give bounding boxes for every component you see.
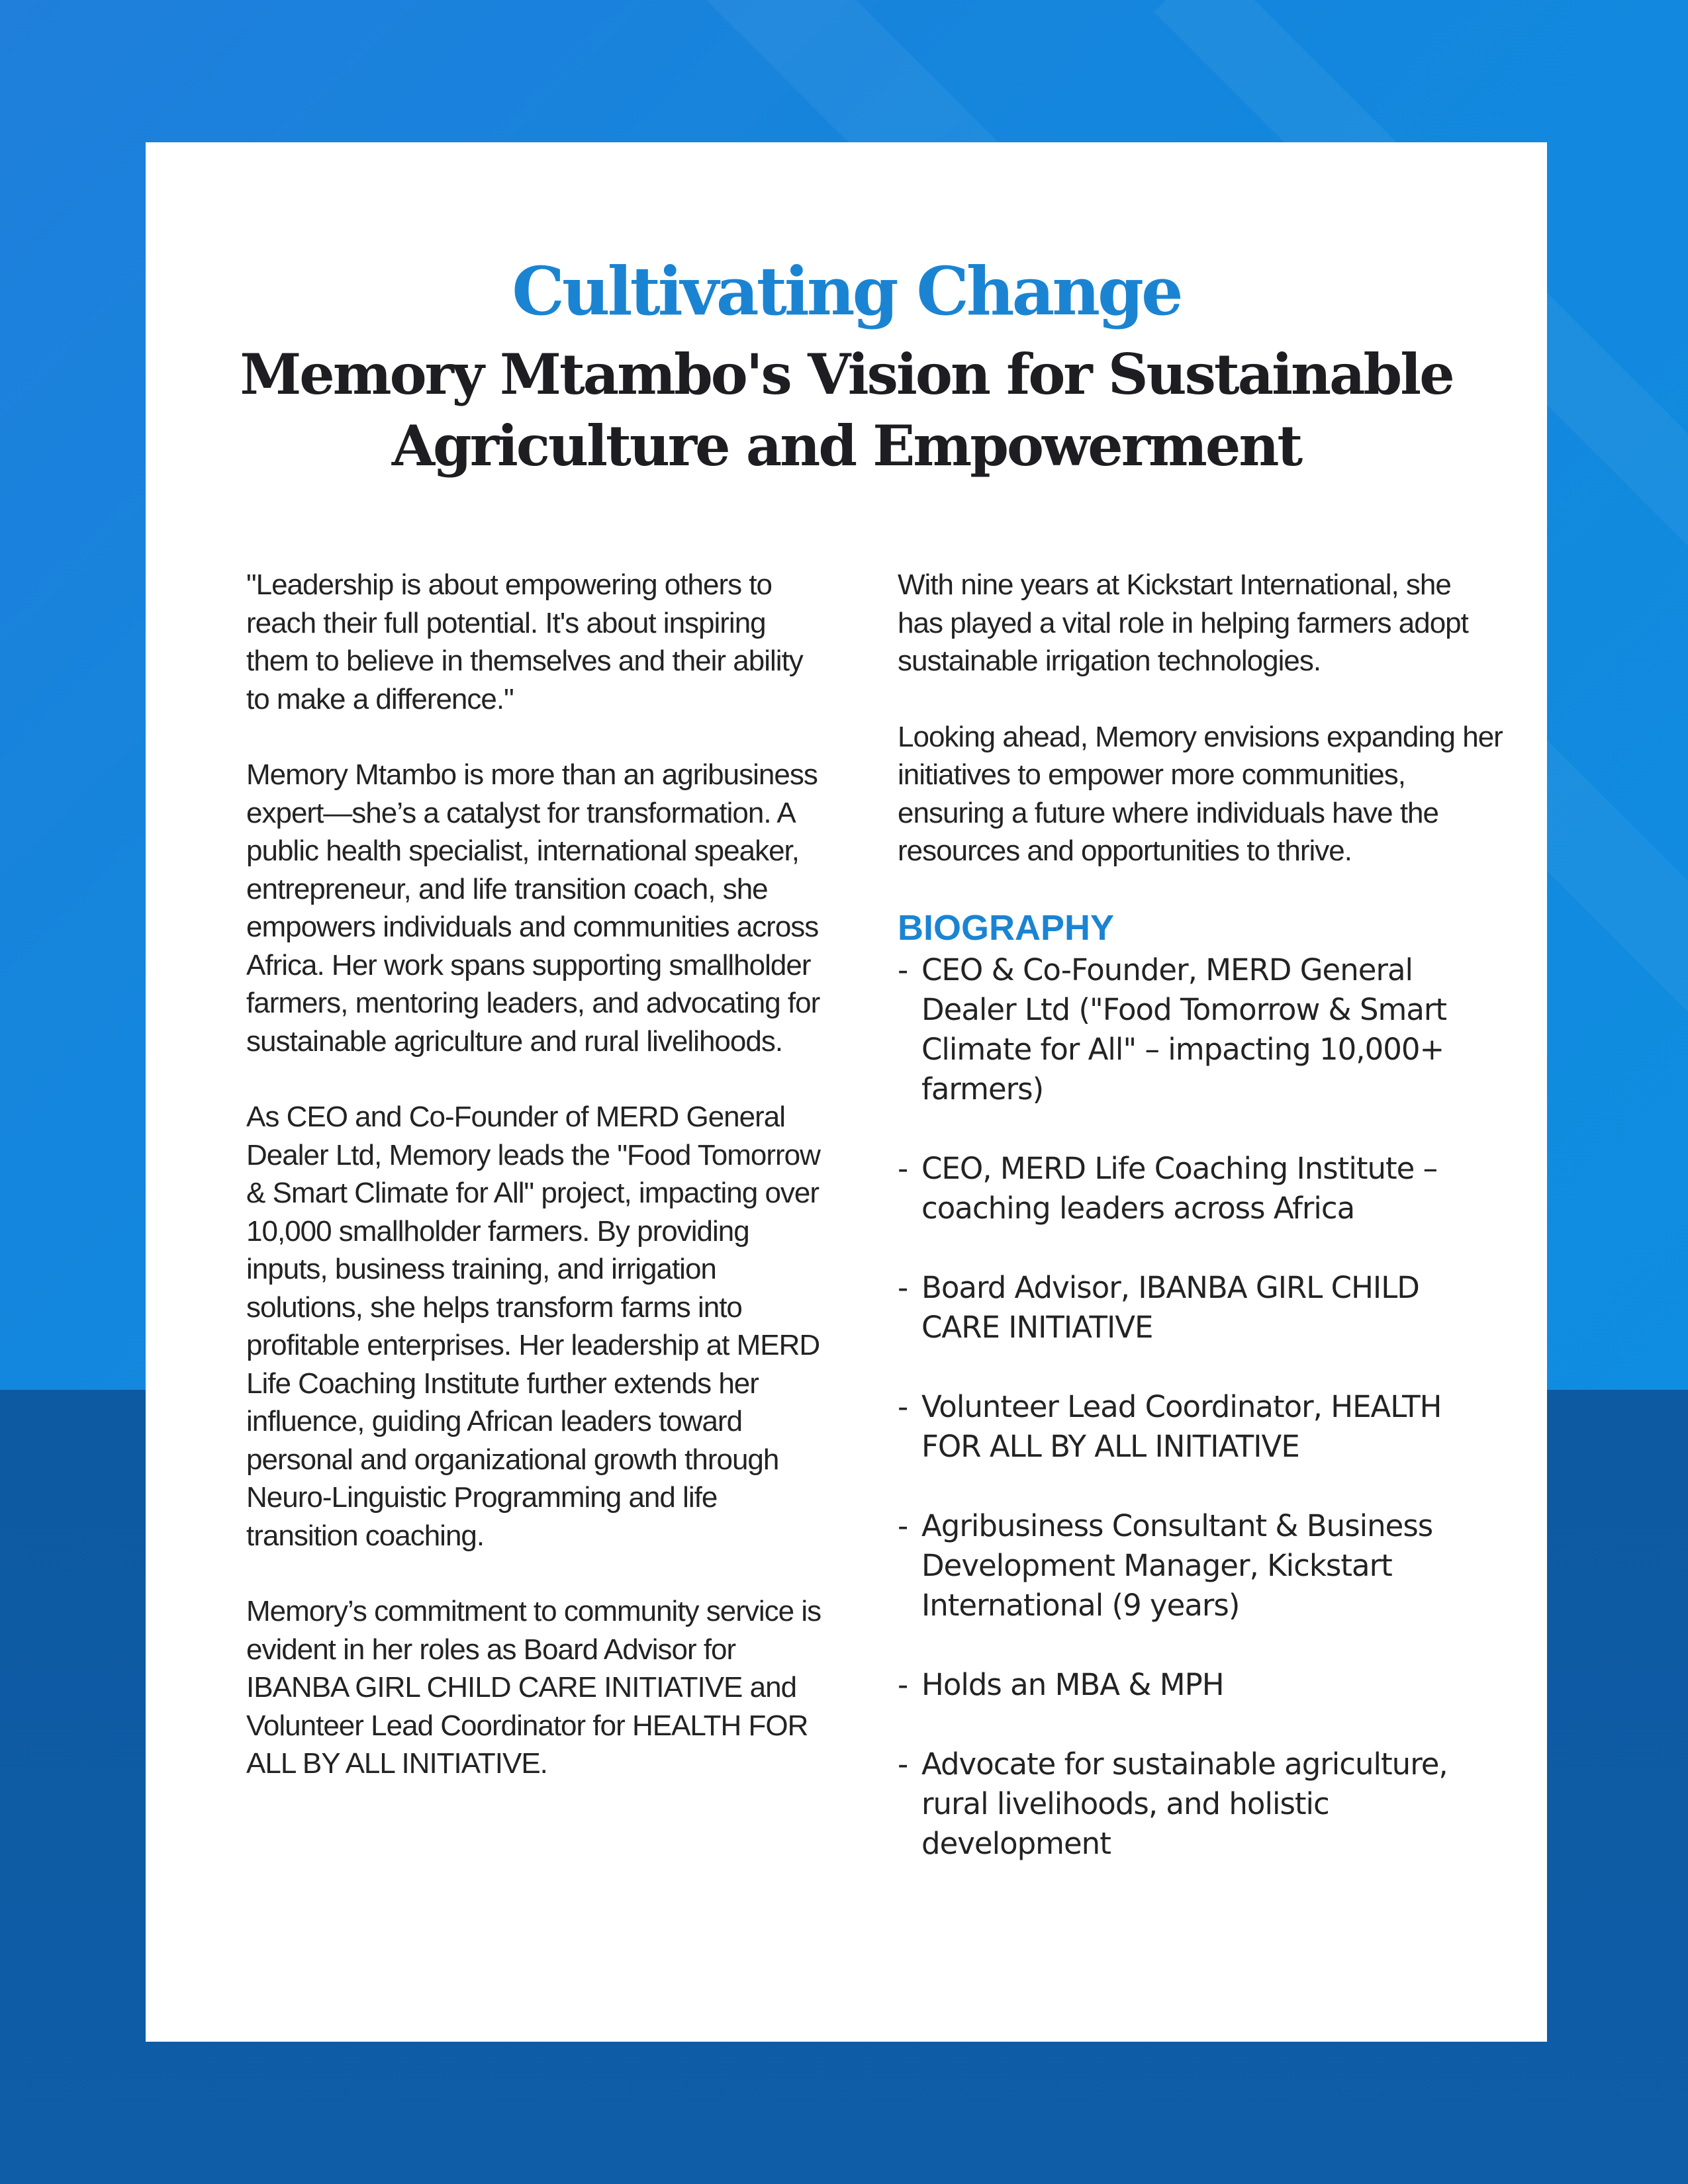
- outlook-paragraph: Looking ahead, Memory envisions expanding her initiatives to empower more communities, ensuring a future where individuals have the resources and opportunities to thrive.: [898, 720, 1503, 867]
- list-item: [898, 1268, 1503, 1347]
- page-subtitle: Memory Mtambo's Vision for Sustainable Agriculture and Empowerment: [240, 341, 1453, 478]
- dash-bullet: -: [898, 1150, 908, 1186]
- list-item-text: Advocate for sustainable agriculture, rural livelihoods, and holistic development: [921, 1746, 1448, 1861]
- intro-paragraph: Memory Mtambo is more than an agribusiness expert—she’s a catalyst for transformation. A public health specialist, international speaker, entrepreneur, and life transition coach, she empowers individuals and communities across Africa. Her work spans supporting smallholder farmers, mentoring leaders, and advocating for sustainable agriculture and rural livelihoods.: [246, 758, 820, 1058]
- dash-bullet: -: [898, 1508, 908, 1543]
- list-item: [898, 1506, 1503, 1625]
- list-item-text: Board Advisor, IBANBA GIRL CHILD CARE INITIATIVE: [921, 1269, 1419, 1345]
- biography-list: [898, 950, 1503, 1864]
- biography-heading: BIOGRAPHY: [898, 907, 1115, 948]
- list-item: [898, 950, 1503, 1109]
- list-item: [898, 1149, 1503, 1228]
- list-item-text: Volunteer Lead Coordinator, HEALTH FOR ALL BY ALL INITIATIVE: [921, 1388, 1442, 1464]
- quote-paragraph: "Leadership is about empowering others to reach their full potential. It's about inspiring them to believe in themselves and their ability to make a difference.": [246, 569, 803, 715]
- dash-bullet: -: [898, 1388, 908, 1424]
- list-item-text: CEO, MERD Life Coaching Institute – coaching leaders across Africa: [921, 1150, 1438, 1226]
- dash-bullet: -: [898, 1746, 908, 1782]
- dash-bullet: -: [898, 952, 908, 987]
- dash-bullet: -: [898, 1666, 908, 1702]
- page-title: Cultivating Change: [512, 252, 1181, 330]
- kickstart-paragraph: With nine years at Kickstart International, she has played a vital role in helping farmers adopt sustainable irrigation technologies.: [898, 569, 1468, 677]
- list-item: [898, 1387, 1503, 1467]
- right-column: [898, 566, 1503, 1903]
- list-item: [898, 1665, 1503, 1705]
- article-card: [146, 142, 1547, 2042]
- community-paragraph: Memory’s commitment to community service is evident in her roles as Board Advisor for IBANBA GIRL CHILD CARE INITIATIVE and Volunteer Lead Coordinator for HEALTH FOR ALL BY ALL INITIATIVE.: [246, 1595, 821, 1780]
- dash-bullet: -: [898, 1269, 908, 1305]
- ceo-paragraph: As CEO and Co-Founder of MERD General Dealer Ltd, Memory leads the "Food Tomorrow & Smart Climate for All" project, impacting over 10,000 smallholder farmers. By providing inputs, business training, and irrigation solutions, she helps transform farms into profitable enterprises. Her leadership at MERD Life Coaching Institute further extends her influence, guiding African leaders toward personal and organizational growth through Neuro-Linguistic Programming and life transition coaching.: [246, 1101, 820, 1552]
- left-column: [246, 566, 829, 1821]
- list-item-text: Holds an MBA & MPH: [921, 1666, 1224, 1702]
- list-item-text: Agribusiness Consultant & Business Development Manager, Kickstart International (9 years): [921, 1508, 1433, 1623]
- list-item-text: CEO & Co-Founder, MERD General Dealer Ltd ("Food Tomorrow & Smart Climate for All" – impacting 10,000+ farmers): [921, 952, 1447, 1107]
- list-item: [898, 1745, 1503, 1864]
